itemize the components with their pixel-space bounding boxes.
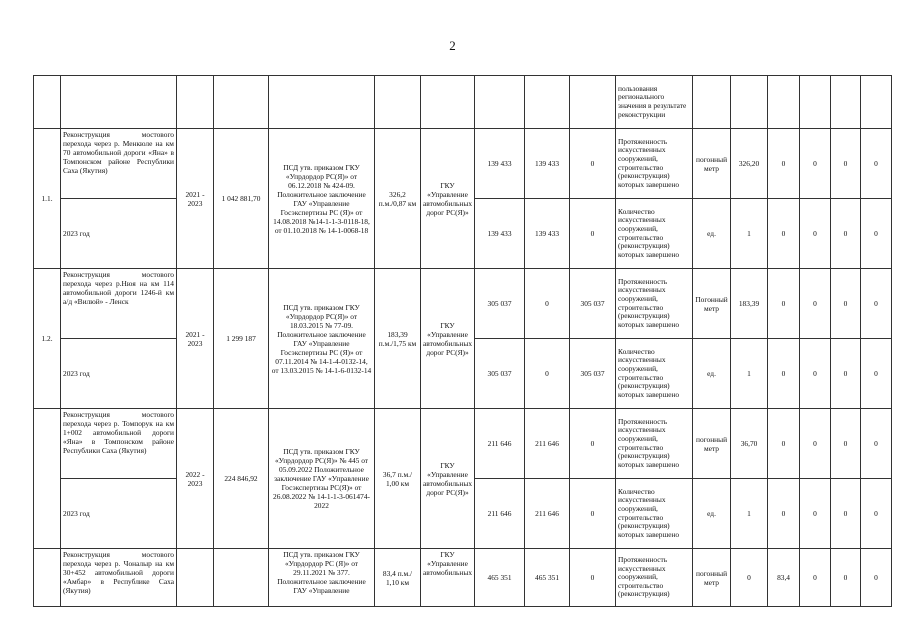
- table-row: [34, 269, 892, 339]
- value-cell: 0: [861, 339, 892, 409]
- project-customer: ГКУ «Управление автомобильных: [421, 549, 475, 607]
- value-cell: 1: [731, 339, 768, 409]
- table-row: [34, 129, 892, 199]
- value-cell: 0: [831, 409, 861, 479]
- year-label: 2023 год: [61, 339, 177, 409]
- project-number: 1.1.: [34, 129, 61, 269]
- indicator-cell: Протяженность искусственных сооружений, строительство (реконструкция) которых завершено: [616, 409, 693, 479]
- unit-cell: погонный метр: [693, 129, 731, 199]
- total-cell: 305 037: [475, 339, 525, 409]
- regional-cell: 0: [570, 199, 616, 269]
- total-cell: 211 646: [475, 479, 525, 549]
- value-cell: 0: [831, 479, 861, 549]
- regional-cell: 0: [570, 549, 616, 607]
- value-cell: 0: [800, 479, 831, 549]
- investment-table: [33, 75, 892, 607]
- unit-cell: Погонный метр: [693, 269, 731, 339]
- project-capacity: 183,39 п.м./1,75 км: [375, 269, 421, 409]
- value-cell: 0: [831, 549, 861, 607]
- value-cell: 0: [768, 199, 800, 269]
- value-cell: 36,70: [731, 409, 768, 479]
- federal-cell: 211 646: [525, 409, 570, 479]
- project-period: 2021 - 2023: [177, 269, 214, 409]
- table-row: [34, 409, 892, 479]
- project-number: [34, 549, 61, 607]
- total-cell: 139 433: [475, 129, 525, 199]
- value-cell: 0: [768, 269, 800, 339]
- value-cell: 0: [768, 409, 800, 479]
- indicator-cell: пользования регионального значения в результате реконструкции: [616, 76, 693, 129]
- value-cell: 0: [800, 339, 831, 409]
- value-cell: 0: [768, 339, 800, 409]
- value-cell: 0: [800, 129, 831, 199]
- unit-cell: ед.: [693, 339, 731, 409]
- page-number: 2: [449, 38, 456, 53]
- indicator-cell: Количество искусственных сооружений, строительство (реконструкция) которых завершено: [616, 479, 693, 549]
- federal-cell: 0: [525, 269, 570, 339]
- regional-cell: 305 037: [570, 269, 616, 339]
- project-number: [34, 409, 61, 549]
- year-label: 2023 год: [61, 479, 177, 549]
- federal-cell: 211 646: [525, 479, 570, 549]
- unit-cell: ед.: [693, 479, 731, 549]
- project-title: Реконструкция мостового перехода через р. Менкюле на км 70 автомобильной дороги «Яна» в Томпонском районе Республики Саха (Якутия): [61, 129, 177, 199]
- project-capacity: 83,4 п.м./ 1,10 км: [375, 549, 421, 607]
- project-capacity: 36,7 п.м./ 1,00 км: [375, 409, 421, 549]
- total-cell: 465 351: [475, 549, 525, 607]
- value-cell: 1: [731, 199, 768, 269]
- value-cell: 0: [800, 269, 831, 339]
- project-title: Реконструкция мостового перехода через р.Нюя на км 114 автомобильной дороги 1246-й км а/д «Вилюй» - Ленск: [61, 269, 177, 339]
- regional-cell: 305 037: [570, 339, 616, 409]
- value-cell: 0: [731, 549, 768, 607]
- regional-cell: 0: [570, 479, 616, 549]
- value-cell: 0: [768, 479, 800, 549]
- project-title: Реконструкция мостового перехода через р. Томпорук на км 1+002 автомобильной дороги «Яна» в Томпонском районе Республики Саха (Якутия): [61, 409, 177, 479]
- value-cell: 83,4: [768, 549, 800, 607]
- regional-cell: 0: [570, 409, 616, 479]
- project-period: 2021 - 2023: [177, 129, 214, 269]
- value-cell: 1: [731, 479, 768, 549]
- value-cell: 0: [831, 199, 861, 269]
- total-cell: 211 646: [475, 409, 525, 479]
- project-title: Реконструкция мостового перехода через р. Чоналыр на км 30+452 автомобильной дороги «Амбар» в Республике Саха (Якутия): [61, 549, 177, 607]
- value-cell: 0: [861, 409, 892, 479]
- value-cell: 0: [831, 339, 861, 409]
- value-cell: 0: [861, 269, 892, 339]
- project-period: [177, 549, 214, 607]
- federal-cell: 139 433: [525, 199, 570, 269]
- total-cell: 305 037: [475, 269, 525, 339]
- unit-cell: погонный метр: [693, 549, 731, 607]
- value-cell: 0: [831, 269, 861, 339]
- indicator-cell: Протяженность искусственных сооружений, строительство (реконструкция): [616, 549, 693, 607]
- project-capacity: 326,2 п.м./0,87 км: [375, 129, 421, 269]
- value-cell: 0: [800, 199, 831, 269]
- project-customer: ГКУ «Управление автомобильных дорог РС(Я)»: [421, 269, 475, 409]
- indicator-cell: Количество искусственных сооружений, строительство (реконструкция) которых завершено: [616, 199, 693, 269]
- project-cost: [214, 549, 269, 607]
- project-number: 1.2.: [34, 269, 61, 409]
- total-cell: 139 433: [475, 199, 525, 269]
- value-cell: 0: [831, 129, 861, 199]
- unit-cell: погонный метр: [693, 409, 731, 479]
- value-cell: 0: [861, 129, 892, 199]
- value-cell: 0: [861, 549, 892, 607]
- regional-cell: 0: [570, 129, 616, 199]
- federal-cell: 139 433: [525, 129, 570, 199]
- project-customer: ГКУ «Управление автомобильных дорог РС(Я)»: [421, 409, 475, 549]
- project-psd: ПСД утв. приказом ГКУ «Упрдордор РС(Я)» от 18.03.2015 № 77-09. Положительное заключение ГАУ «Управление Госэкспертизы РС (Я)» от 07.11.2014 № 14-1-4-0132-14, от 13.03.2015 № 14-1-6-0132-14: [269, 269, 375, 409]
- project-psd: ПСД утв. приказом ГКУ «Упрдордор РС (Я)» от 29.11.2021 № 377. Положительное заключение ГАУ «Управление: [269, 549, 375, 607]
- year-label: 2023 год: [61, 199, 177, 269]
- project-cost: 1 299 187: [214, 269, 269, 409]
- indicator-cell: Количество искусственных сооружений, строительство (реконструкция) которых завершено: [616, 339, 693, 409]
- continuation-row: [34, 76, 892, 129]
- project-psd: ПСД утв. приказом ГКУ «Упрдордор РС(Я)» от 06.12.2018 № 424-09. Положительное заключение ГАУ «Управление Госэкспертизы РС (Я)» от 14.08.2018 №14-1-1-3-0118-18, от 01.10.2018 № 14-1-0068-18: [269, 129, 375, 269]
- value-cell: 183,39: [731, 269, 768, 339]
- value-cell: 326,20: [731, 129, 768, 199]
- value-cell: 0: [861, 479, 892, 549]
- value-cell: 0: [861, 199, 892, 269]
- indicator-cell: Протяженность искусственных сооружений, строительство (реконструкция) которых завершено: [616, 129, 693, 199]
- value-cell: 0: [800, 549, 831, 607]
- federal-cell: 465 351: [525, 549, 570, 607]
- unit-cell: ед.: [693, 199, 731, 269]
- table-row: [34, 549, 892, 607]
- project-psd: ПСД утв. приказом ГКУ «Упрдордор РС(Я)» № 445 от 05.09.2022 Положительное заключение ГАУ «Управление Госэкспертизы РС(Я)» от 26.08.2022 № 14-1-1-3-061474-2022: [269, 409, 375, 549]
- project-customer: ГКУ «Управление автомобильных дорог РС(Я)»: [421, 129, 475, 269]
- project-cost: 224 846,92: [214, 409, 269, 549]
- project-period: 2022 - 2023: [177, 409, 214, 549]
- value-cell: 0: [800, 409, 831, 479]
- value-cell: 0: [768, 129, 800, 199]
- project-cost: 1 042 881,70: [214, 129, 269, 269]
- federal-cell: 0: [525, 339, 570, 409]
- indicator-cell: Протяженность искусственных сооружений, строительство (реконструкция) которых завершено: [616, 269, 693, 339]
